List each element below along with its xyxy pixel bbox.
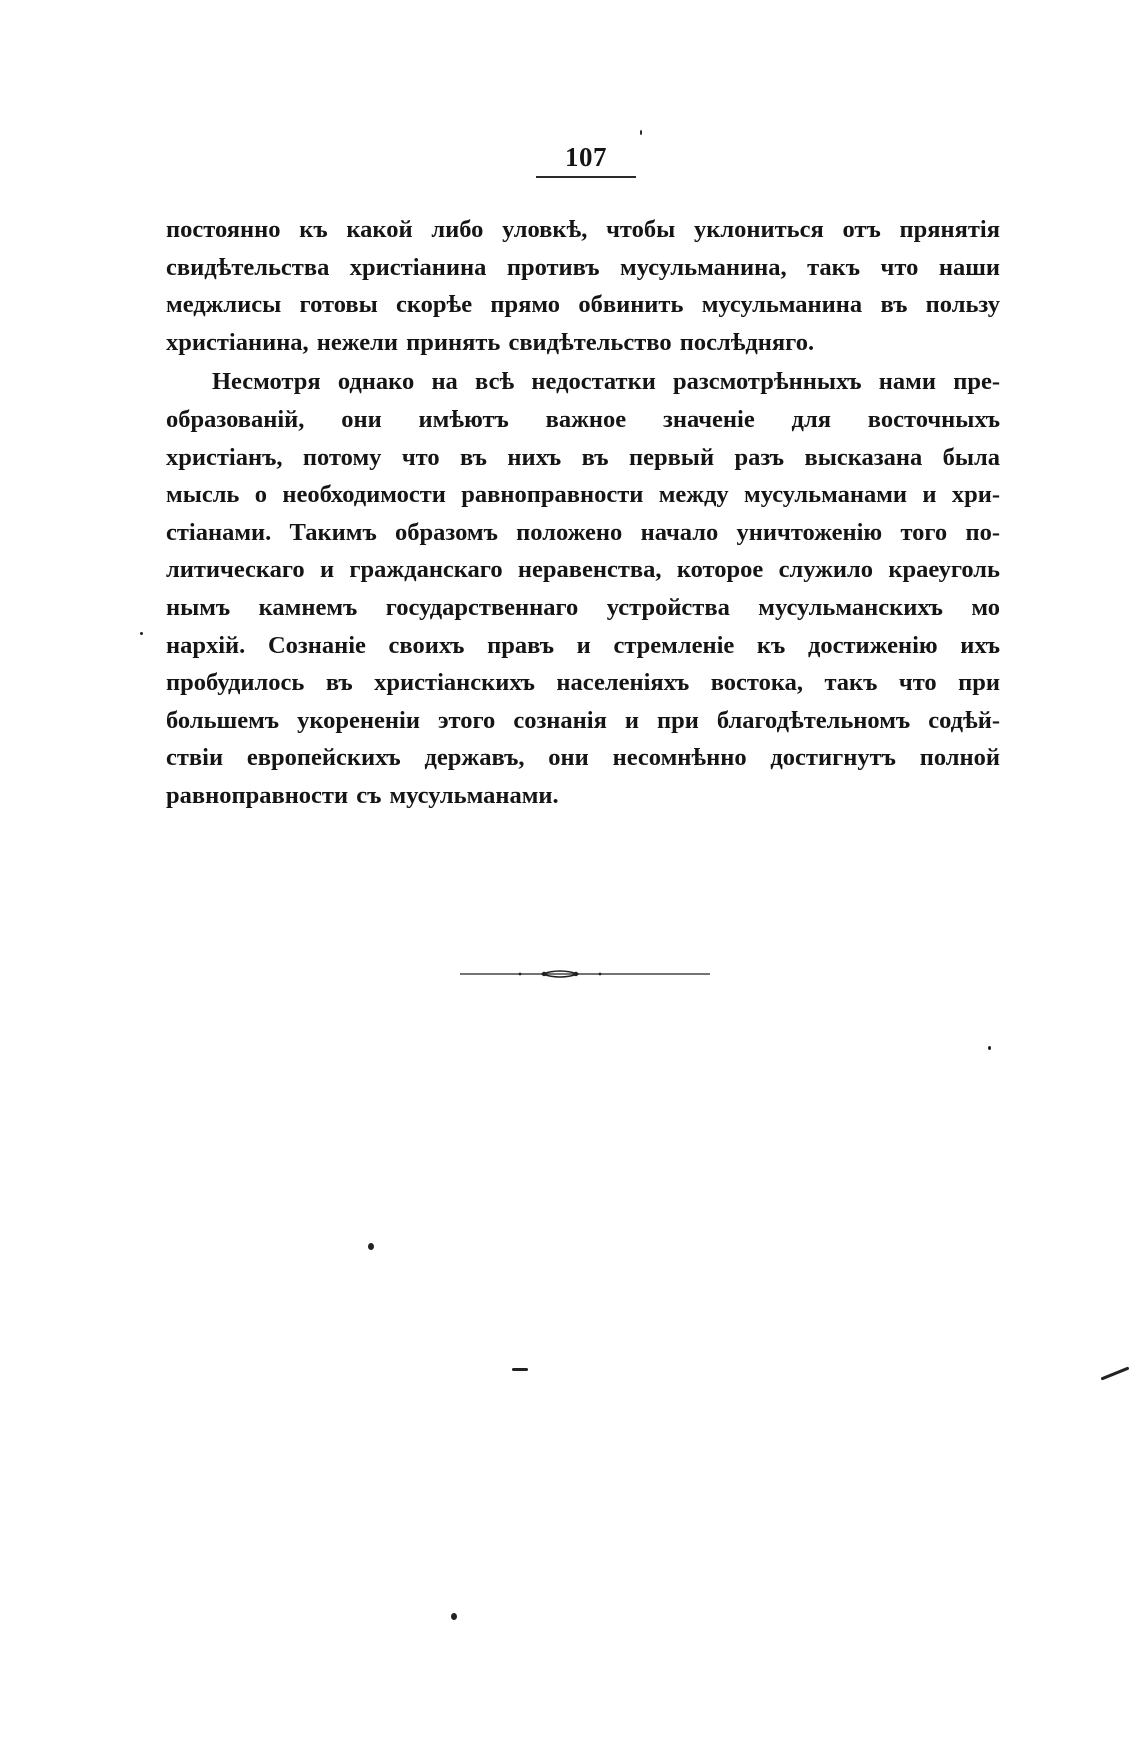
print-speck: [1101, 1366, 1130, 1380]
text-line: нымъ камнемъ государственнаго устройства мусульманскихъ мо: [166, 593, 1000, 621]
text-line: равноправности съ мусульманами.: [166, 781, 559, 809]
text-line: христіанина, нежели принять свидѣтельство послѣдняго.: [166, 328, 815, 356]
body-text: [166, 211, 1000, 815]
print-speck: [451, 1613, 457, 1620]
text-line: образованій, они имѣютъ важное значеніе для восточныхъ: [166, 405, 1000, 433]
text-line: меджлисы готовы скорѣе прямо обвинить мусульманина въ пользу: [166, 291, 1000, 319]
text-line: большемъ укорененіи этого сознанія и при благодѣтельномъ содѣй-: [166, 706, 1000, 734]
text-line: мысль о необходимости равноправности между мусульманами и хри-: [166, 481, 1000, 509]
text-line: пробудилось въ христіанскихъ населеніяхъ востока, такъ что при: [166, 669, 1000, 697]
print-speck: [368, 1243, 374, 1250]
text-line: свидѣтельства христіанина противъ мусульманина, такъ что наши: [166, 253, 1000, 281]
text-line: христіанъ, потому что въ нихъ въ первый разъ высказана была: [166, 443, 1000, 471]
text-line: ствіи европейскихъ державъ, они несомнѣнно достигнутъ полной: [166, 744, 1000, 772]
print-speck: [512, 1368, 528, 1371]
text-line: литическаго и гражданскаго неравенства, которое служило краеуголь: [166, 556, 1000, 584]
page-number: 107: [565, 142, 607, 172]
text-line: постоянно къ какой либо уловкѣ, чтобы уклониться отъ прянятія: [166, 216, 1000, 243]
paragraph-2: [166, 363, 1000, 814]
text-line: стіанами. Такимъ образомъ положено начало уничтоженію того по-: [166, 518, 1000, 546]
print-speck: [640, 130, 642, 135]
text-line: Несмотря однако на всѣ недостатки разсмотрѣнныхъ нами пре-: [212, 368, 1000, 396]
print-speck: [988, 1046, 991, 1050]
end-ornament-divider-icon: [460, 964, 710, 984]
page-number-underline: [536, 176, 636, 178]
print-speck: [140, 632, 143, 635]
paragraph-1: [166, 211, 1000, 361]
text-line: нархій. Сознаніе своихъ правъ и стремленіе къ достиженію ихъ: [166, 631, 1000, 659]
